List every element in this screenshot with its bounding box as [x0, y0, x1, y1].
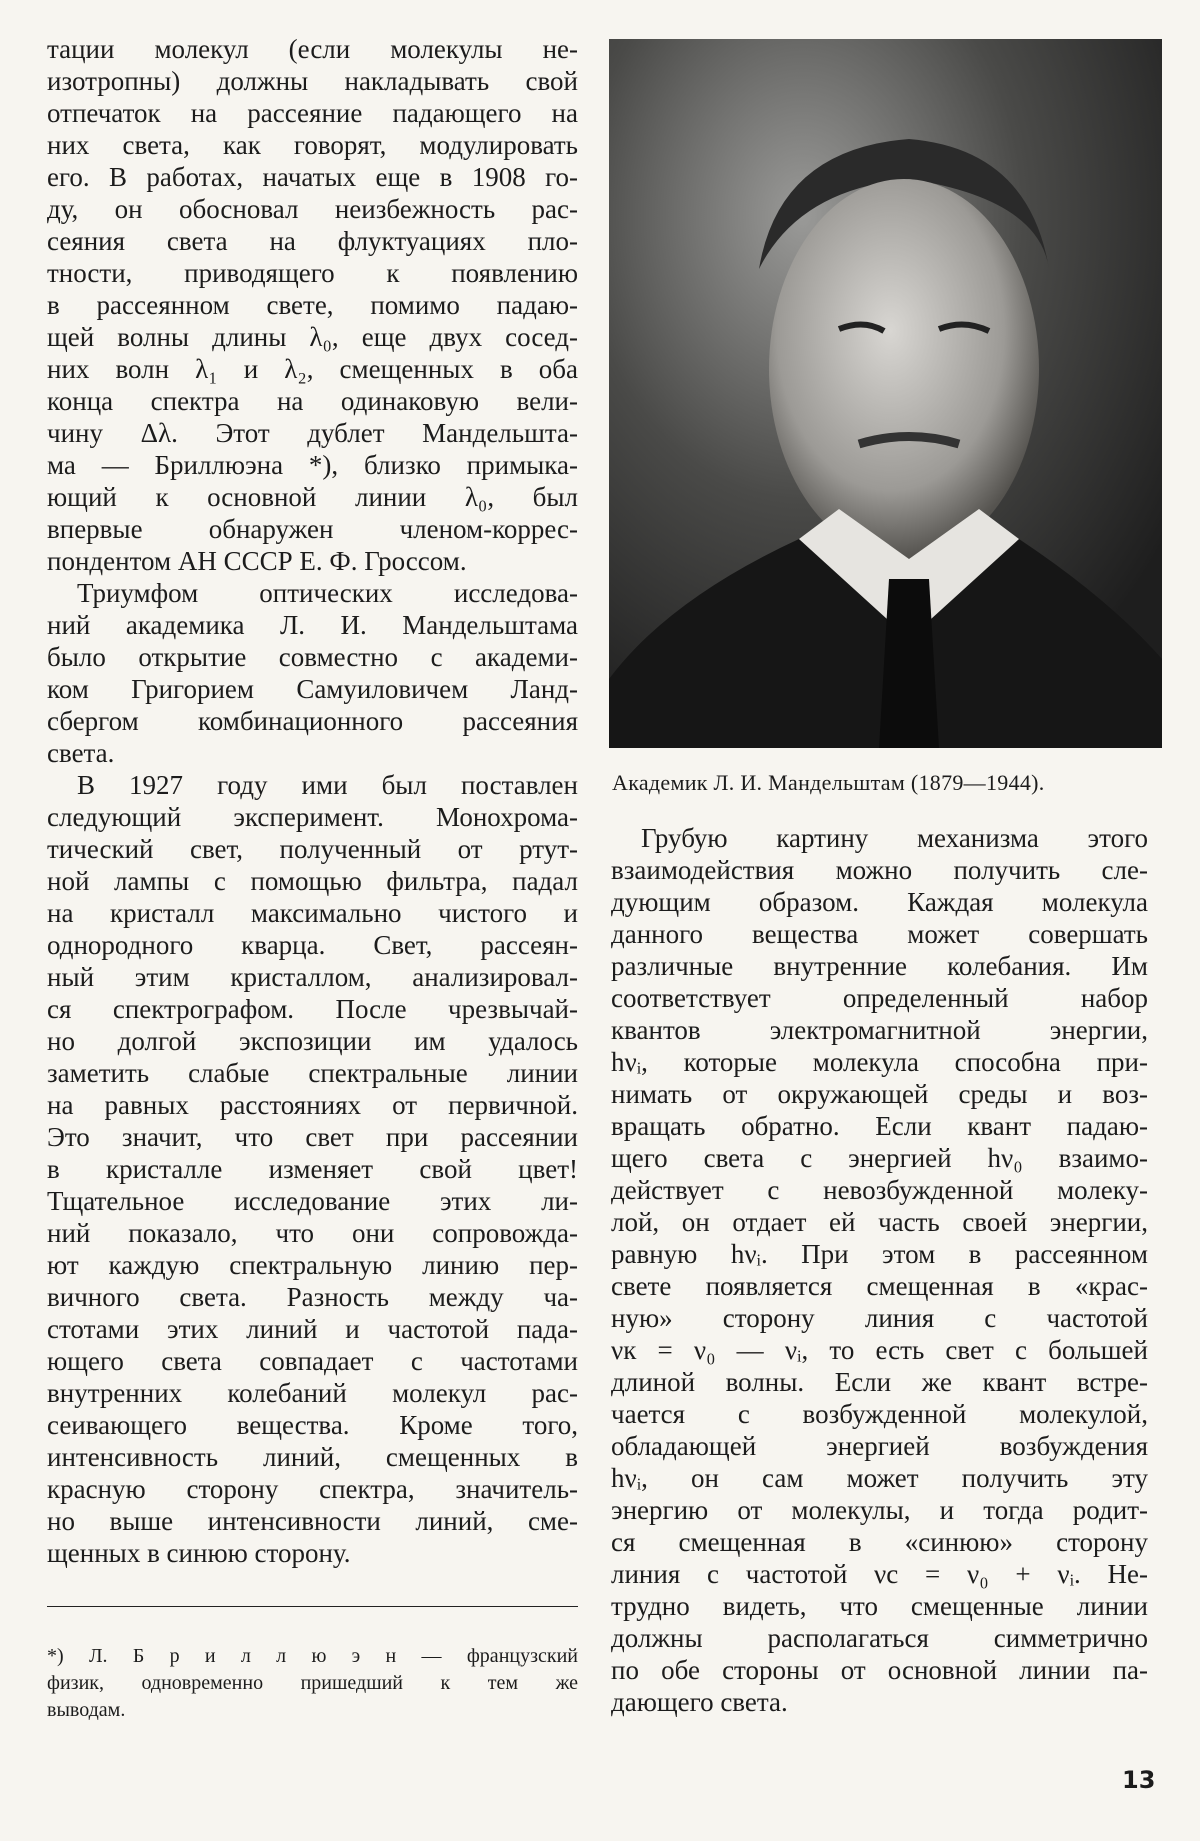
- text-line: них волн λ₁ и λ₂, смещенных в оба: [47, 354, 578, 384]
- text-line: hνᵢ, которые молекула способна при-: [611, 1047, 1148, 1077]
- text-line: вращать обратно. Если квант падаю-: [611, 1111, 1148, 1141]
- footnote: [47, 1643, 578, 1724]
- text-line: ной лампы с помощью фильтра, падал: [47, 866, 578, 896]
- text-line: внутренних колебаний молекул рас-: [47, 1378, 578, 1408]
- text-line: интенсивность линий, смещенных в: [47, 1442, 578, 1472]
- text-line: красную сторону спектра, значитель-: [47, 1474, 578, 1504]
- text-line: чается с возбужденной молекулой,: [611, 1399, 1148, 1429]
- text-line: различные внутренние колебания. Им: [611, 951, 1148, 981]
- text-line: лой, он отдает ей часть своей энергии,: [611, 1207, 1148, 1237]
- text-line: νк = ν₀ — νᵢ, то есть свет с большей: [611, 1335, 1148, 1365]
- footnote-divider: [47, 1606, 578, 1607]
- text-line: однородного кварца. Свет, рассеян-: [47, 930, 578, 960]
- text-line: но долгой экспозиции им удалось: [47, 1026, 578, 1056]
- text-line: тации молекул (если молекулы не-: [47, 34, 578, 64]
- text-line: щей волны длины λ₀, еще двух сосед-: [47, 322, 578, 352]
- text-line: Это значит, что свет при рассеянии: [47, 1122, 578, 1152]
- text-line: нимать от окружающей среды и воз-: [611, 1079, 1148, 1109]
- text-line: ний академика Л. И. Мандельштама: [47, 610, 578, 640]
- text-line: тности, приводящего к появлению: [47, 258, 578, 288]
- text-line: данного вещества может совершать: [611, 919, 1148, 949]
- text-line: ся спектрографом. После чрезвычай-: [47, 994, 578, 1024]
- text-line: по обе стороны от основной линии па-: [611, 1655, 1148, 1685]
- text-line: ющего света совпадает с частотами: [47, 1346, 578, 1376]
- text-line: ют каждую спектральную линию пер-: [47, 1250, 578, 1280]
- text-line: чину Δλ. Этот дублет Мандельшта-: [47, 418, 578, 448]
- text-line: дующим образом. Каждая молекула: [611, 887, 1148, 917]
- text-line: Тщательное исследование этих ли-: [47, 1186, 578, 1216]
- text-line: на кристалл максимально чистого и: [47, 898, 578, 928]
- text-line: в кристалле изменяет свой цвет!: [47, 1154, 578, 1184]
- text-line: но выше интенсивности линий, сме-: [47, 1506, 578, 1536]
- text-line: В 1927 году ими был поставлен: [77, 770, 578, 800]
- text-line: ду, он обосновал неизбежность рас-: [47, 194, 578, 224]
- text-line: изотропны) должны накладывать свой: [47, 66, 578, 96]
- text-line: Грубую картину механизма этого: [641, 823, 1148, 853]
- text-line: них света, как говорят, модулировать: [47, 130, 578, 160]
- text-line: стотами этих линий и частотой пада-: [47, 1314, 578, 1344]
- portrait-photo: [609, 39, 1162, 748]
- text-line: равную hνᵢ. При этом в рассеянном: [611, 1239, 1148, 1269]
- text-line: щенных в синюю сторону.: [47, 1538, 351, 1568]
- photo-caption: Академик Л. И. Мандельштам (1879—1944).: [612, 770, 1045, 795]
- text-line: соответствует определенный набор: [611, 983, 1148, 1013]
- portrait-image: [609, 39, 1162, 748]
- text-line: ма — Бриллюэна *), близко примыка-: [47, 450, 578, 480]
- text-line: Триумфом оптических исследова-: [77, 578, 578, 608]
- text-line: его. В работах, начатых еще в 1908 го-: [47, 162, 578, 192]
- footnote-line: *) Л. Б р и л л ю э н — французский: [47, 1645, 578, 1667]
- text-line: тический свет, полученный от ртут-: [47, 834, 578, 864]
- text-line: свете появляется смещенная в «крас-: [611, 1271, 1148, 1301]
- page-number: 13: [1122, 1766, 1156, 1794]
- text-line: действует с невозбужденной молеку-: [611, 1175, 1148, 1205]
- text-line: сбергом комбинационного рассеяния: [47, 706, 578, 736]
- text-line: было открытие совместно с академи-: [47, 642, 578, 672]
- text-line: должны располагаться симметрично: [611, 1623, 1148, 1653]
- text-line: пондентом АН СССР Е. Ф. Гроссом.: [47, 546, 467, 576]
- text-line: отпечаток на рассеяние падающего на: [47, 98, 578, 128]
- text-line: ком Григорием Самуиловичем Ланд-: [47, 674, 578, 704]
- text-line: обладающей энергией возбуждения: [611, 1431, 1148, 1461]
- left-text-column: [47, 33, 578, 1569]
- text-line: линия с частотой νс = ν₀ + νᵢ. Не-: [611, 1559, 1148, 1589]
- text-line: ний показало, что они сопровожда-: [47, 1218, 578, 1248]
- text-line: сеивающего вещества. Кроме того,: [47, 1410, 578, 1440]
- text-line: трудно видеть, что смещенные линии: [611, 1591, 1148, 1621]
- text-line: следующий эксперимент. Монохрома-: [47, 802, 578, 832]
- text-line: ся смещенная в «синюю» сторону: [611, 1527, 1148, 1557]
- text-line: длиной волны. Если же квант встре-: [611, 1367, 1148, 1397]
- text-line: квантов электромагнитной энергии,: [611, 1015, 1148, 1045]
- text-line: ную» сторону линия с частотой: [611, 1303, 1148, 1333]
- text-line: дающего света.: [611, 1687, 788, 1717]
- right-text-column: [611, 822, 1148, 1718]
- text-line: взаимодействия можно получить сле-: [611, 855, 1148, 885]
- text-line: hνᵢ, он сам может получить эту: [611, 1463, 1148, 1493]
- text-line: щего света с энергией hν₀ взаимо-: [611, 1143, 1148, 1173]
- footnote-line: физик, одновременно пришедший к тем же: [47, 1672, 578, 1694]
- text-line: энергию от молекулы, и тогда родит-: [611, 1495, 1148, 1525]
- text-line: ный этим кристаллом, анализировал-: [47, 962, 578, 992]
- text-line: заметить слабые спектральные линии: [47, 1058, 578, 1088]
- text-line: на равных расстояниях от первичной.: [47, 1090, 578, 1120]
- text-line: в рассеянном свете, помимо падаю-: [47, 290, 578, 320]
- footnote-line: выводам.: [47, 1699, 126, 1721]
- text-line: впервые обнаружен членом-коррес-: [47, 514, 578, 544]
- text-line: ющий к основной линии λ₀, был: [47, 482, 578, 512]
- text-line: вичного света. Разность между ча-: [47, 1282, 578, 1312]
- text-line: сеяния света на флуктуациях пло-: [47, 226, 578, 256]
- text-line: конца спектра на одинаковую вели-: [47, 386, 578, 416]
- text-line: света.: [47, 738, 115, 768]
